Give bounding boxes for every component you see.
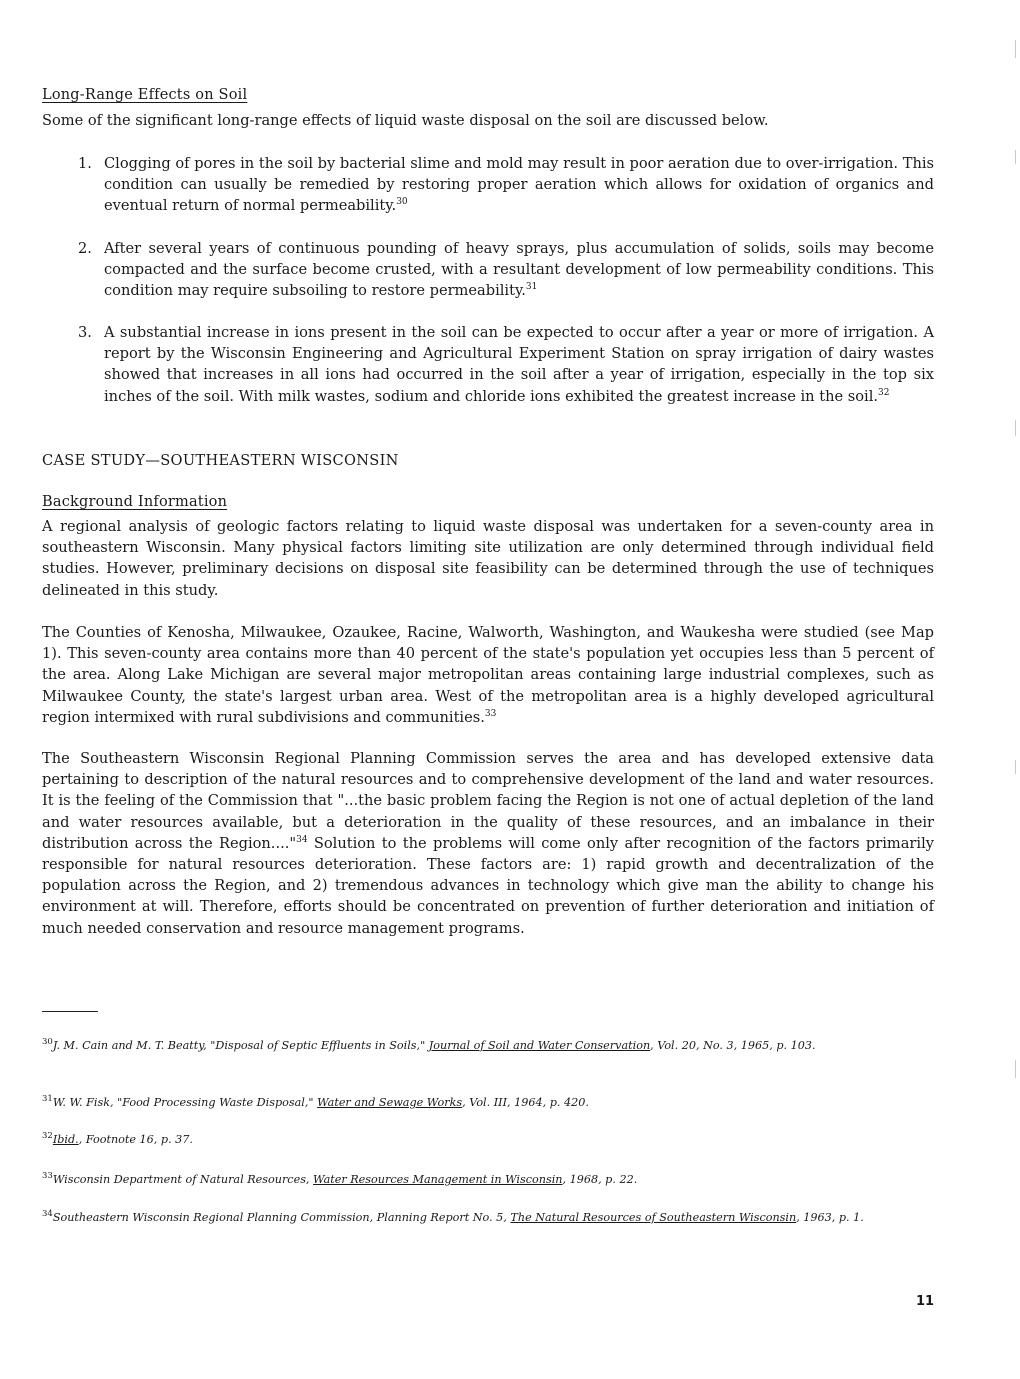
footnote-number: 33 <box>42 1171 53 1181</box>
intro-paragraph: Some of the significant long-range effects of liquid waste disposal on the soil are discussed below. <box>42 112 769 129</box>
background-paragraph-3 <box>42 748 934 939</box>
footnote-ref: 34 <box>296 834 308 845</box>
scan-edge-mark <box>1015 420 1016 436</box>
list-item <box>78 238 934 302</box>
footnote-text: Southeastern Wisconsin Regional Planning Commission, Planning Report No. 5, <box>52 1211 511 1224</box>
paragraph-text: The Counties of Kenosha, Milwaukee, Ozaukee, Racine, Walworth, Washington, and Waukesha were studied (see Map 1). This seven-county area contains more than 40 percent of the state's population yet occupies less than 5 percent of the area. Along Lake Michigan are several major metropolitan areas containing large industrial complexes, such as Milwaukee County, the state's largest urban area. West of the metropolitan area is a highly developed agricultural region intermixed with rural subdivisions and communities. <box>42 624 934 726</box>
footnote-ref: 31 <box>525 282 538 293</box>
background-paragraph-1: A regional analysis of geologic factors relating to liquid waste disposal was undertaken for a seven-county area in southeastern Wisconsin. Many physical factors limiting site utilization are only determined through individual field studies. However, preliminary decisions on disposal site feasibility can be determined through the use of techniques delineated in this study. <box>42 518 934 599</box>
footnote-ref: 32 <box>878 387 890 398</box>
scan-edge-mark <box>1015 150 1016 164</box>
footnote-30 <box>42 1036 942 1056</box>
footnote-number: 34 <box>42 1209 53 1219</box>
footnote-title: Water Resources Management in Wisconsin <box>313 1173 563 1186</box>
footnote-divider <box>42 1011 98 1012</box>
footnote-text: Wisconsin Department of Natural Resources, <box>52 1173 314 1186</box>
footnote-text: , 1963, p. 1. <box>796 1211 864 1224</box>
footnote-33 <box>42 1170 942 1190</box>
footnote-text: J. M. Cain and M. T. Beatty, "Disposal of Septic Effluents in Soils," <box>52 1039 429 1052</box>
paragraph-text: The Southeastern Wisconsin Regional Planning Commission serves the area and has developed extensive data pertaining to description of the natural resources and to comprehensive development of the land and water resources. It is the feeling of the Commission that "...the basic problem facing the Region is not one of actual depletion of the land and water resources available, but a deterioration in the quality of these resources, and an imbalance in their distribution across the Region...." <box>42 750 934 852</box>
footnote-title: Water and Sewage Works <box>317 1096 463 1109</box>
list-item <box>78 322 934 407</box>
list-item-number: 1. <box>78 155 92 172</box>
scan-edge-mark <box>1015 40 1016 58</box>
footnote-text: , 1968, p. 22. <box>562 1173 638 1186</box>
scan-edge-mark <box>1015 760 1016 774</box>
footnote-ref: 33 <box>484 708 497 719</box>
footnote-31 <box>42 1093 942 1113</box>
list-item-text: After several years of continuous pounding of heavy sprays, plus accumulation of solids, soils may become compacted and the surface become crusted, with a resultant development of low permeability conditions. This condition may require subsoiling to restore permeability. <box>104 240 934 300</box>
footnote-ref: 30 <box>396 197 408 208</box>
section-heading-soil: Long-Range Effects on Soil <box>42 87 248 103</box>
footnote-title: The Natural Resources of Southeastern Wisconsin <box>510 1211 797 1224</box>
footnote-number: 32 <box>42 1131 53 1141</box>
footnote-title: Ibid. <box>52 1133 79 1146</box>
background-heading: Background Information <box>42 494 228 510</box>
footnote-text: , Vol. 20, No. 3, 1965, p. 103. <box>650 1039 816 1052</box>
paragraph-text: Solution to the problems will come only after recognition of the factors primarily responsible for natural resources deterioration. These factors are: 1) rapid growth and decentralization of the population across the Region, and 2) tremendous advances in technology which give man the ability to change his environment at will. Therefore, efforts should be concentrated on prevention of further deterioration and initiation of much needed conservation and resource management programs. <box>42 834 934 937</box>
footnote-34 <box>42 1208 942 1228</box>
footnote-32 <box>42 1130 942 1150</box>
scan-edge-mark <box>1015 1060 1016 1078</box>
list-item-number: 2. <box>78 240 92 257</box>
page-number: 11 <box>916 1294 935 1309</box>
list-item-text: A substantial increase in ions present in the soil can be expected to occur after a year or more of irrigation. A report by the Wisconsin Engineering and Agricultural Experiment Station on spray irrigation of dairy wastes showed that increases in all ions had occurred in the soil after a year of irrigation, especially in the top six inches of the soil. With milk wastes, sodium and chloride ions exhibited the greatest increase in the soil. <box>104 324 934 405</box>
footnote-text: , Vol. III, 1964, p. 420. <box>462 1096 589 1109</box>
footnote-text: W. W. Fisk, "Food Processing Waste Disposal," <box>52 1096 318 1109</box>
footnote-number: 30 <box>42 1037 53 1047</box>
case-study-heading: CASE STUDY—SOUTHEASTERN WISCONSIN <box>42 452 399 469</box>
background-paragraph-2 <box>42 622 934 728</box>
footnote-title: Journal of Soil and Water Conservation <box>428 1039 651 1052</box>
list-item <box>78 153 934 217</box>
footnote-text: , Footnote 16, p. 37. <box>78 1133 193 1146</box>
footnote-number: 31 <box>42 1094 53 1104</box>
list-item-text: Clogging of pores in the soil by bacterial slime and mold may result in poor aeration due to over-irrigation. This condition can usually be remedied by restoring proper aeration which allows for oxidation of organics and eventual return of normal permeability. <box>104 155 934 215</box>
list-item-number: 3. <box>78 324 92 341</box>
